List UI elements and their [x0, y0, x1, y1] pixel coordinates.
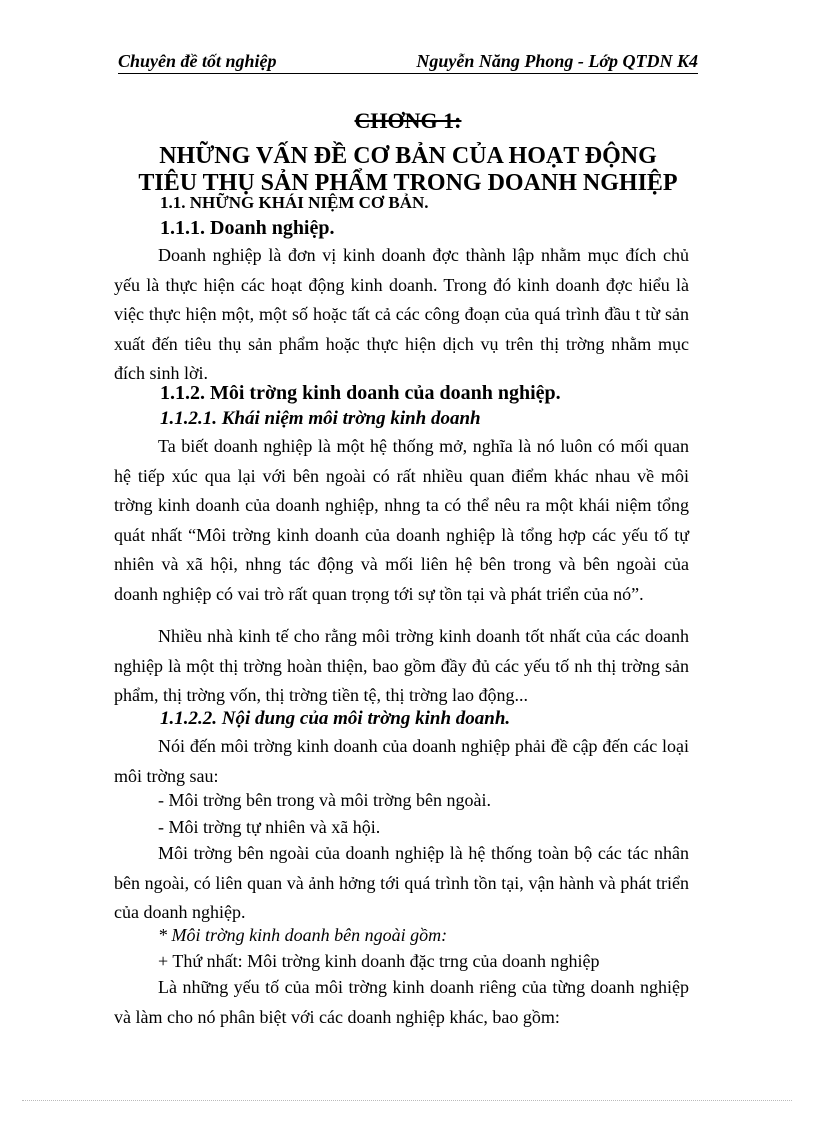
- list-item-moi-truong-trong-ngoai: - Môi trờng bên trong và môi trờng bên ngoài.: [158, 790, 491, 810]
- section-heading-1-1: 1.1. NHỮNG KHÁI NIỆM CƠ BẢN.: [160, 193, 429, 212]
- sub-heading-ben-ngoai: * Môi trờng kinh doanh bên ngoài gồm:: [158, 925, 448, 945]
- paragraph-moi-truong-ben-ngoai: Môi trờng bên ngoài của doanh nghiệp là hệ thống toàn bộ các tác nhân bên ngoài, có liên quan và ảnh hởng tới quá trình tồn tại, vận hành và phát triển của doanh nghiệp.: [114, 843, 689, 922]
- paragraph-khai-niem: Ta biết doanh nghiệp là một hệ thống mở, nghĩa là nó luôn có mối quan hệ tiếp xúc qua lại với bên ngoài có rất nhiều quan điểm khác nhau về môi trờng kinh doanh của doanh nghiệp, nhng ta có thể nêu ra một khái niệm tổng quát nhất “Môi trờng kinh doanh của doanh nghiệp là tổng hợp các yếu tố tự nhiên và xã hội, nhng tác động và mối liên hệ bên trong và bên ngoài của doanh nghiệp có vai trò rất quan trọng tới sự tồn tại và phát triển của nó”.: [114, 436, 689, 604]
- page-header: [118, 50, 698, 74]
- paragraph-doanh-nghiep: Doanh nghiệp là đơn vị kinh doanh đợc thành lập nhằm mục đích chủ yếu là thực hiện các hoạt động kinh doanh. Trong đó kinh doanh đợc hiểu là việc thực hiện một, một số hoặc tất cả các công đoạn của quá trình đầu t từ sản xuất đến tiêu thụ sản phẩm hoặc thực hiện dịch vụ trên thị trờng nhằm mục đích sinh lời.: [114, 245, 689, 383]
- list-item-thu-nhat: + Thứ nhất: Môi trờng kinh doanh đặc trng của doanh nghiệp: [158, 951, 600, 971]
- paragraph-nha-kinh-te: Nhiều nhà kinh tế cho rằng môi trờng kinh doanh tốt nhất của các doanh nghiệp là một thị trờng hoàn thiện, bao gồm đầy đủ các yếu tố nh thị trờng sản phẩm, thị trờng vốn, thị trờng tiền tệ, thị trờng lao động...: [114, 626, 689, 705]
- chapter-title-line-2: TIÊU THỤ SẢN PHẨM TRONG DOANH NGHIỆP: [138, 170, 678, 196]
- header-right-text: Nguyễn Năng Phong - Lớp QTDN K4: [416, 51, 698, 71]
- section-heading-1-1-2: 1.1.2. Môi trờng kinh doanh của doanh nghiệp.: [160, 382, 561, 404]
- footer-divider: [22, 1100, 792, 1101]
- paragraph-yeu-to: Là những yếu tố của môi trờng kinh doanh riêng của từng doanh nghiệp và làm cho nó phân biệt với các doanh nghiệp khác, bao gồm:: [114, 977, 689, 1027]
- chapter-title-line-1: NHỮNG VẤN ĐỀ CƠ BẢN CỦA HOẠT ĐỘNG: [159, 143, 657, 169]
- section-heading-1-1-2-2: 1.1.2.2. Nội dung của môi trờng kinh doanh.: [160, 708, 511, 729]
- chapter-number: CHƠNG 1:: [354, 108, 462, 133]
- section-heading-1-1-2-1: 1.1.2.1. Khái niệm môi trờng kinh doanh: [160, 408, 481, 429]
- paragraph-noi-dung: Nói đến môi trờng kinh doanh của doanh nghiệp phải đề cập đến các loại môi trờng sau:: [114, 736, 689, 786]
- section-heading-1-1-1: 1.1.1. Doanh nghiệp.: [160, 217, 335, 239]
- list-item-moi-truong-tu-nhien: - Môi trờng tự nhiên và xã hội.: [158, 817, 381, 837]
- header-left-text: Chuyên đề tốt nghiệp: [118, 51, 277, 71]
